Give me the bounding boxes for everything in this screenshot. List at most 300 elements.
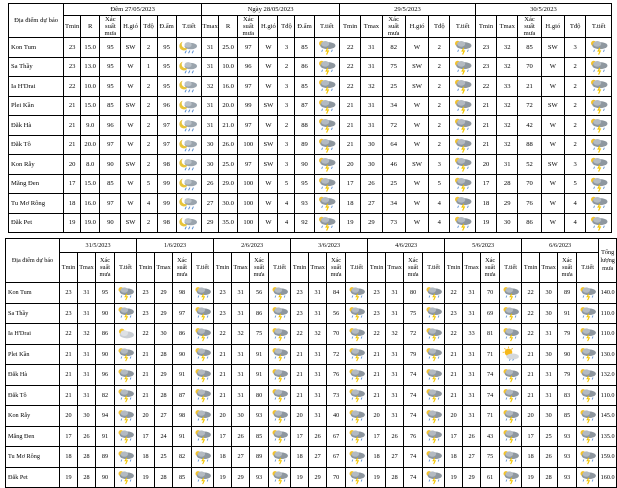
day-header: Đêm 27/05/2023 [64,4,202,16]
value-cell: 31 [232,344,250,365]
value-cell: 74 [404,467,423,488]
value-cell: 17 [340,174,361,194]
value-cell: 19 [522,467,540,488]
column-header: Tmax [202,16,219,38]
column-header: H.gió [405,16,428,38]
value-cell: 30 [202,135,219,155]
value-cell: 21 [445,365,463,386]
weather-cell [577,324,599,345]
thunderstorm-icon [424,305,444,321]
weather-cell [423,344,445,365]
column-header: Tđộ [565,16,586,38]
value-cell: W [405,194,428,214]
weather-cell [577,385,599,406]
thunderstorm-icon [193,428,213,444]
value-cell: 76 [404,426,423,447]
value-cell: 31 [309,303,327,324]
weather-cell [192,283,214,304]
thunderstorm-icon [316,78,338,94]
thunderstorm-icon [578,346,598,362]
weather-cell [115,303,137,324]
thunderstorm-icon [116,367,136,383]
location-name: Ia H'Drai [9,77,64,97]
value-cell: 3 [278,135,295,155]
value-cell: 18 [340,194,361,214]
value-cell: 90 [558,344,577,365]
value-cell: 79 [558,324,577,345]
weather-cell [314,38,340,58]
thunderstorm-icon [347,285,367,301]
value-cell: 99 [157,194,176,214]
value-cell: 31 [386,344,404,365]
column-header: T.tiết [577,253,599,283]
thunderstorm-icon [578,285,598,301]
total-rain-cell: 135.0 [599,426,617,447]
day-header: 2/6/2023 [214,239,291,253]
weather-cell [314,155,340,175]
thunderstorm-icon [588,195,610,211]
weather-cell [586,174,612,194]
value-cell: 67 [327,426,346,447]
table-row [6,467,617,488]
value-cell: 23 [137,283,155,304]
weather-cell [192,344,214,365]
value-cell: 85 [100,174,121,194]
total-rain-cell: 110.0 [599,303,617,324]
thunderstorm-icon [588,156,610,172]
value-cell: 93 [558,467,577,488]
value-cell: 25 [155,447,173,468]
table-row [6,303,617,324]
weather-cell [115,406,137,427]
value-cell: 21.0 [219,116,238,136]
weather-cell [314,96,340,116]
forecast-table-1 [8,3,612,233]
day-header: Ngày 28/05/2023 [202,4,340,16]
value-cell: 2 [429,77,450,97]
value-cell: 32 [202,77,219,97]
value-cell: 90 [96,303,115,324]
total-rain-cell: 140.0 [599,283,617,304]
location-name: Kon Rẫy [6,406,60,427]
value-cell: 22 [291,324,309,345]
total-rain-cell: 159.0 [599,447,617,468]
value-cell: 18 [137,447,155,468]
value-cell: 10.0 [219,57,238,77]
thunderstorm-icon [501,469,521,485]
night-rain-icon [178,117,200,133]
column-header: Tmax [232,253,250,283]
value-cell: 29 [155,303,173,324]
weather-cell [423,303,445,324]
thunderstorm-icon [424,408,444,424]
value-cell: 17 [64,174,81,194]
value-cell: 29 [155,283,173,304]
column-header: T.tiết [586,16,612,38]
night-rain-icon [178,39,200,55]
value-cell: 31 [386,303,404,324]
value-cell: 70 [518,174,541,194]
column-header: Xác suất mưa [327,253,346,283]
value-cell: 23 [64,57,81,77]
value-cell: 3 [565,155,586,175]
weather-cell [450,194,475,214]
location-header: Địa điểm dự báo [6,239,60,283]
value-cell: 32 [309,324,327,345]
thunderstorm-icon [316,137,338,153]
value-cell: 18 [522,447,540,468]
value-cell: 33 [497,77,518,97]
value-cell: 26 [309,426,327,447]
column-header: Tmax [78,253,96,283]
value-cell: 89 [250,447,269,468]
weather-cell [269,344,291,365]
value-cell: 29 [497,194,518,214]
value-cell: 21 [60,385,78,406]
thunderstorm-icon [193,449,213,465]
weather-cell [115,365,137,386]
value-cell: 31 [540,365,558,386]
column-header: Tmax [540,253,558,283]
value-cell: 28 [540,467,558,488]
value-cell: SW [405,57,428,77]
weather-cell [423,324,445,345]
value-cell: 73 [382,213,405,233]
weather-cell [500,447,522,468]
thunderstorm-icon [270,408,290,424]
value-cell: 31 [463,406,481,427]
weather-cell [192,447,214,468]
night-rain-icon [178,98,200,114]
column-header: Tmin [137,253,155,283]
value-cell: 95 [100,57,121,77]
thunderstorm-icon [116,285,136,301]
weather-cell [586,38,612,58]
table-row [9,116,612,136]
weather-cell [500,303,522,324]
value-cell: 72 [518,96,541,116]
value-cell: 21 [291,344,309,365]
weather-cell [176,57,201,77]
location-name: Kon Tum [6,283,60,304]
value-cell: 2 [140,38,157,58]
weather-cell [450,116,475,136]
thunderstorm-icon [116,387,136,403]
value-cell: 31 [386,365,404,386]
night-rain-icon [178,176,200,192]
value-cell: SW [121,38,140,58]
value-cell: 18 [64,194,81,214]
value-cell: 2 [140,116,157,136]
value-cell: 31 [463,385,481,406]
value-cell: 99 [157,174,176,194]
value-cell: 15.0 [81,38,100,58]
thunderstorm-icon [588,78,610,94]
value-cell: 33 [463,324,481,345]
value-cell: 70 [327,324,346,345]
weather-cell [346,283,368,304]
value-cell: 30 [361,135,382,155]
thunderstorm-icon [193,367,213,383]
thunderstorm-icon [316,215,338,231]
day-header: 30/5/2023 [475,4,611,16]
thunderstorm-icon [452,137,474,153]
value-cell: SW [405,155,428,175]
table-row [6,365,617,386]
table-row [9,96,612,116]
value-cell: 4 [565,213,586,233]
weather-cell [269,467,291,488]
weather-cell [192,467,214,488]
weather-cell [115,467,137,488]
value-cell: 26 [232,426,250,447]
value-cell: 34 [382,194,405,214]
thunderstorm-icon [424,469,444,485]
value-cell: W [541,57,564,77]
thunderstorm-icon [578,326,598,342]
value-cell: 86 [250,303,269,324]
weather-cell [346,365,368,386]
value-cell: 17 [475,174,496,194]
table-row [6,344,617,365]
value-cell: 4 [429,194,450,214]
value-cell: 19 [214,467,232,488]
value-cell: 76 [518,194,541,214]
weather-cell [269,283,291,304]
value-cell: 88 [295,116,314,136]
thunderstorm-icon [424,346,444,362]
value-cell: 4 [278,194,295,214]
thunderstorm-icon [270,326,290,342]
value-cell: 30 [540,303,558,324]
value-cell: 97 [157,116,176,136]
value-cell: 19 [137,467,155,488]
value-cell: 31 [232,303,250,324]
column-header: Xác suất mưa [100,16,121,38]
value-cell: 93 [558,426,577,447]
value-cell: 26 [361,174,382,194]
table-row [9,57,612,77]
column-header: T.tiết [346,253,368,283]
value-cell: 46 [382,155,405,175]
value-cell: 20 [522,406,540,427]
value-cell: 70 [481,283,500,304]
value-cell: 20 [214,406,232,427]
value-cell: 19 [291,467,309,488]
value-cell: 30.0 [219,194,238,214]
location-header: Địa điểm dự báo [9,4,64,38]
value-cell: 18 [475,194,496,214]
value-cell: 20 [60,406,78,427]
value-cell: W [259,38,278,58]
value-cell: 17 [368,426,386,447]
value-cell: 85 [518,38,541,58]
weather-cell [586,116,612,136]
day-header: 5/6/2023 [445,239,522,253]
location-name: Đăk Hà [9,116,64,136]
value-cell: 2 [429,38,450,58]
value-cell: 95 [157,38,176,58]
value-cell: 85 [558,406,577,427]
value-cell: 90 [295,155,314,175]
thunderstorm-icon [424,428,444,444]
value-cell: 95 [100,38,121,58]
value-cell: 28 [155,385,173,406]
value-cell: 79 [404,344,423,365]
value-cell: 21 [137,344,155,365]
value-cell: 22 [522,324,540,345]
column-header: Xác suất mưa [238,16,259,38]
value-cell: 31 [309,283,327,304]
total-rain-cell: 132.0 [599,365,617,386]
column-header: Xác suất mưa [250,253,269,283]
weather-cell [450,174,475,194]
value-cell: 90 [173,344,192,365]
value-cell: W [405,116,428,136]
thunderstorm-icon [424,326,444,342]
thunderstorm-icon [588,39,610,55]
location-name: Đăk Hà [6,365,60,386]
location-name: Plei Kần [6,344,60,365]
value-cell: 22 [340,57,361,77]
value-cell: 95 [100,77,121,97]
value-cell: 98 [157,155,176,175]
value-cell: 85 [295,38,314,58]
value-cell: 21 [214,385,232,406]
thunderstorm-icon [347,346,367,362]
value-cell: W [541,194,564,214]
value-cell: 76 [327,365,346,386]
value-cell: 26 [78,426,96,447]
value-cell: 2 [565,57,586,77]
weather-cell [450,96,475,116]
value-cell: 91 [250,365,269,386]
weather-cell [586,96,612,116]
value-cell: 21 [60,365,78,386]
column-header: T.tiết [115,253,137,283]
weather-cell [586,135,612,155]
value-cell: 64 [382,135,405,155]
value-cell: 15.0 [81,174,100,194]
value-cell: 5 [429,174,450,194]
value-cell: 18 [60,447,78,468]
location-name: Tu Mơ Rông [6,447,60,468]
value-cell: 21 [214,365,232,386]
value-cell: 91 [173,365,192,386]
weather-cell [423,385,445,406]
thunderstorm-icon [578,305,598,321]
value-cell: 4 [140,194,157,214]
thunderstorm-icon [452,176,474,192]
thunderstorm-icon [501,408,521,424]
column-header: H.gió [121,16,140,38]
weather-cell [176,213,201,233]
weather-cell [577,283,599,304]
value-cell: 2 [565,135,586,155]
value-cell: 3 [429,155,450,175]
value-cell: 17 [137,426,155,447]
value-cell: 20.0 [219,96,238,116]
total-rain-cell: 130.0 [599,344,617,365]
value-cell: 83 [558,385,577,406]
value-cell: 31 [309,385,327,406]
thunderstorm-icon [588,98,610,114]
weather-cell [192,324,214,345]
value-cell: 4 [565,194,586,214]
thunderstorm-icon [347,449,367,465]
value-cell: 22 [522,303,540,324]
forecast-table-2 [5,238,617,488]
value-cell: 73 [327,385,346,406]
value-cell: 31 [309,365,327,386]
weather-cell [176,96,201,116]
thunderstorm-icon [588,137,610,153]
table-row [6,385,617,406]
column-header: Xác suất mưa [96,253,115,283]
weather-cell [577,447,599,468]
value-cell: 31 [232,365,250,386]
thunderstorm-icon [270,285,290,301]
weather-cell [192,406,214,427]
column-header: Tmin [340,16,361,38]
total-rain-cell: 160.0 [599,467,617,488]
thunderstorm-icon [578,408,598,424]
column-header: Đ.ẩm [157,16,176,38]
value-cell: 23 [214,283,232,304]
thunderstorm-icon [193,469,213,485]
value-cell: 19 [64,213,81,233]
column-header: T.tiết [450,16,475,38]
total-rain-cell: 145.0 [599,406,617,427]
value-cell: 27 [232,447,250,468]
value-cell: SW [121,96,140,116]
value-cell: 95 [157,77,176,97]
value-cell: 16.0 [219,77,238,97]
thunderstorm-icon [316,39,338,55]
weather-cell [577,303,599,324]
location-name: Măng Đen [9,174,64,194]
value-cell: 31 [78,385,96,406]
table-row [9,155,612,175]
thunderstorm-icon [347,367,367,383]
value-cell: 31 [78,344,96,365]
value-cell: 20 [64,155,81,175]
night-rain-icon [178,59,200,75]
value-cell: 30 [540,406,558,427]
value-cell: W [121,194,140,214]
value-cell: 31 [361,116,382,136]
value-cell: 34 [382,96,405,116]
value-cell: 96 [238,57,259,77]
value-cell: 31 [361,96,382,116]
value-cell: 21 [368,385,386,406]
column-header: T.tiết [192,253,214,283]
weather-cell [176,155,201,175]
value-cell: 17 [291,426,309,447]
total-rain-cell: 110.0 [599,324,617,345]
value-cell: 2 [429,57,450,77]
weather-cell [314,194,340,214]
value-cell: W [405,174,428,194]
weather-cell [176,135,201,155]
value-cell: 21 [475,116,496,136]
value-cell: 30 [155,324,173,345]
value-cell: 31 [78,283,96,304]
value-cell: SW [541,96,564,116]
value-cell: 30 [497,213,518,233]
column-header: Tmax [361,16,382,38]
value-cell: 19 [445,467,463,488]
